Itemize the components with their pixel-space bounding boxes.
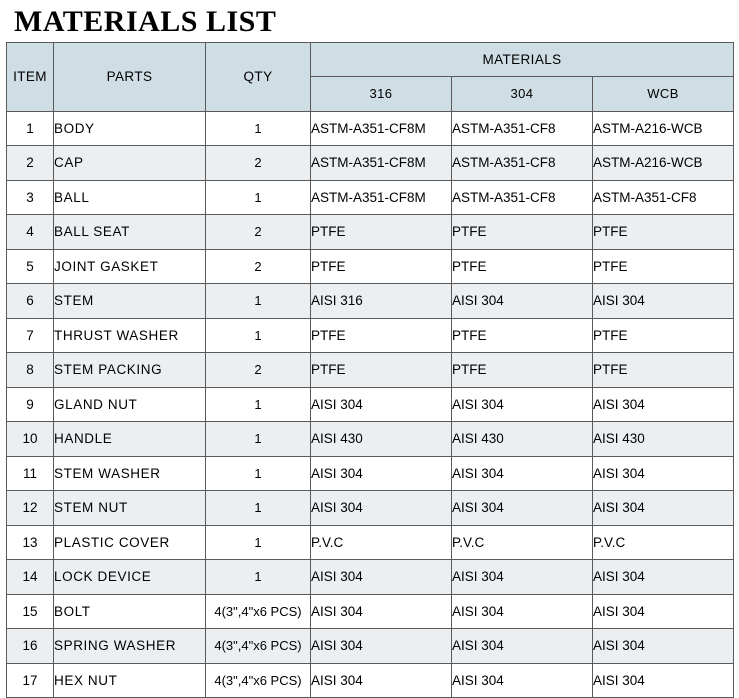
cell-qty: 1 xyxy=(206,180,311,215)
cell-material-wcb: AISI 304 xyxy=(593,629,734,664)
cell-material-304: PTFE xyxy=(452,318,593,353)
cell-part: HEX NUT xyxy=(54,663,206,698)
cell-material-316: PTFE xyxy=(311,215,452,250)
cell-material-316: PTFE xyxy=(311,318,452,353)
column-header-item: ITEM xyxy=(7,42,54,111)
cell-material-wcb: AISI 304 xyxy=(593,560,734,595)
cell-qty: 2 xyxy=(206,353,311,388)
cell-material-304: AISI 430 xyxy=(452,422,593,457)
cell-material-316: AISI 304 xyxy=(311,629,452,664)
cell-item: 14 xyxy=(7,560,54,595)
cell-item: 9 xyxy=(7,387,54,422)
cell-qty: 1 xyxy=(206,456,311,491)
table-row xyxy=(7,318,734,353)
table-row xyxy=(7,560,734,595)
cell-material-304: PTFE xyxy=(452,249,593,284)
cell-material-316: AISI 430 xyxy=(311,422,452,457)
header-row-primary xyxy=(7,42,734,77)
cell-material-wcb: AISI 304 xyxy=(593,594,734,629)
table-row xyxy=(7,284,734,319)
cell-material-wcb: PTFE xyxy=(593,249,734,284)
column-header-grade-304: 304 xyxy=(452,77,593,112)
table-row xyxy=(7,491,734,526)
table-body xyxy=(7,111,734,698)
cell-material-wcb: ASTM-A351-CF8 xyxy=(593,180,734,215)
cell-item: 6 xyxy=(7,284,54,319)
cell-material-316: AISI 316 xyxy=(311,284,452,319)
cell-qty: 4(3",4"x6 PCS) xyxy=(206,594,311,629)
cell-material-316: ASTM-A351-CF8M xyxy=(311,111,452,146)
cell-part: JOINT GASKET xyxy=(54,249,206,284)
cell-qty: 4(3",4"x6 PCS) xyxy=(206,663,311,698)
cell-material-304: ASTM-A351-CF8 xyxy=(452,111,593,146)
column-header-grade-wcb: WCB xyxy=(593,77,734,112)
table-row xyxy=(7,525,734,560)
cell-item: 13 xyxy=(7,525,54,560)
column-header-parts: PARTS xyxy=(54,42,206,111)
cell-material-304: AISI 304 xyxy=(452,629,593,664)
table-row xyxy=(7,249,734,284)
cell-qty: 1 xyxy=(206,284,311,319)
cell-material-304: AISI 304 xyxy=(452,284,593,319)
cell-part: BALL SEAT xyxy=(54,215,206,250)
cell-qty: 1 xyxy=(206,111,311,146)
cell-item: 10 xyxy=(7,422,54,457)
cell-material-wcb: AISI 304 xyxy=(593,491,734,526)
cell-material-304: AISI 304 xyxy=(452,491,593,526)
cell-material-wcb: AISI 304 xyxy=(593,456,734,491)
cell-qty: 1 xyxy=(206,318,311,353)
cell-item: 3 xyxy=(7,180,54,215)
table-row xyxy=(7,111,734,146)
cell-material-316: AISI 304 xyxy=(311,663,452,698)
cell-item: 1 xyxy=(7,111,54,146)
cell-material-wcb: AISI 430 xyxy=(593,422,734,457)
cell-part: STEM PACKING xyxy=(54,353,206,388)
cell-material-316: AISI 304 xyxy=(311,594,452,629)
cell-item: 15 xyxy=(7,594,54,629)
cell-material-wcb: PTFE xyxy=(593,215,734,250)
table-row xyxy=(7,146,734,181)
cell-material-304: PTFE xyxy=(452,215,593,250)
cell-material-316: ASTM-A351-CF8M xyxy=(311,146,452,181)
cell-material-304: P.V.C xyxy=(452,525,593,560)
table-row xyxy=(7,422,734,457)
cell-material-316: AISI 304 xyxy=(311,456,452,491)
cell-qty: 1 xyxy=(206,525,311,560)
cell-qty: 2 xyxy=(206,249,311,284)
cell-item: 5 xyxy=(7,249,54,284)
cell-part: PLASTIC COVER xyxy=(54,525,206,560)
cell-qty: 4(3",4"x6 PCS) xyxy=(206,629,311,664)
cell-material-304: AISI 304 xyxy=(452,663,593,698)
table-row xyxy=(7,387,734,422)
cell-material-316: ASTM-A351-CF8M xyxy=(311,180,452,215)
cell-material-wcb: ASTM-A216-WCB xyxy=(593,146,734,181)
cell-material-316: P.V.C xyxy=(311,525,452,560)
column-header-materials: MATERIALS xyxy=(311,42,734,77)
cell-part: STEM WASHER xyxy=(54,456,206,491)
cell-qty: 1 xyxy=(206,387,311,422)
cell-material-304: AISI 304 xyxy=(452,387,593,422)
cell-material-304: ASTM-A351-CF8 xyxy=(452,180,593,215)
cell-material-304: AISI 304 xyxy=(452,560,593,595)
cell-qty: 1 xyxy=(206,560,311,595)
cell-material-wcb: P.V.C xyxy=(593,525,734,560)
materials-table xyxy=(6,42,734,698)
cell-material-316: PTFE xyxy=(311,353,452,388)
table-row xyxy=(7,215,734,250)
cell-part: GLAND NUT xyxy=(54,387,206,422)
cell-material-304: AISI 304 xyxy=(452,456,593,491)
cell-item: 12 xyxy=(7,491,54,526)
cell-part: SPRING WASHER xyxy=(54,629,206,664)
cell-qty: 1 xyxy=(206,422,311,457)
cell-item: 16 xyxy=(7,629,54,664)
column-header-qty: QTY xyxy=(206,42,311,111)
table-row xyxy=(7,180,734,215)
cell-material-wcb: PTFE xyxy=(593,353,734,388)
cell-material-304: PTFE xyxy=(452,353,593,388)
cell-qty: 1 xyxy=(206,491,311,526)
cell-material-wcb: PTFE xyxy=(593,318,734,353)
table-row xyxy=(7,594,734,629)
cell-material-304: AISI 304 xyxy=(452,594,593,629)
cell-item: 7 xyxy=(7,318,54,353)
cell-qty: 2 xyxy=(206,215,311,250)
cell-material-316: AISI 304 xyxy=(311,387,452,422)
cell-item: 2 xyxy=(7,146,54,181)
cell-material-316: PTFE xyxy=(311,249,452,284)
cell-material-wcb: ASTM-A216-WCB xyxy=(593,111,734,146)
cell-material-316: AISI 304 xyxy=(311,491,452,526)
cell-part: STEM xyxy=(54,284,206,319)
cell-qty: 2 xyxy=(206,146,311,181)
cell-material-wcb: AISI 304 xyxy=(593,387,734,422)
cell-part: HANDLE xyxy=(54,422,206,457)
cell-material-304: ASTM-A351-CF8 xyxy=(452,146,593,181)
cell-part: BALL xyxy=(54,180,206,215)
column-header-grade-316: 316 xyxy=(311,77,452,112)
cell-part: BOLT xyxy=(54,594,206,629)
cell-item: 8 xyxy=(7,353,54,388)
table-row xyxy=(7,629,734,664)
cell-part: STEM NUT xyxy=(54,491,206,526)
cell-material-wcb: AISI 304 xyxy=(593,663,734,698)
table-row xyxy=(7,663,734,698)
cell-material-316: AISI 304 xyxy=(311,560,452,595)
table-header xyxy=(7,42,734,111)
cell-item: 11 xyxy=(7,456,54,491)
page-title: MATERIALS LIST xyxy=(0,0,739,42)
cell-item: 4 xyxy=(7,215,54,250)
cell-part: THRUST WASHER xyxy=(54,318,206,353)
cell-item: 17 xyxy=(7,663,54,698)
table-row xyxy=(7,456,734,491)
table-row xyxy=(7,353,734,388)
cell-material-wcb: AISI 304 xyxy=(593,284,734,319)
cell-part: LOCK DEVICE xyxy=(54,560,206,595)
cell-part: CAP xyxy=(54,146,206,181)
cell-part: BODY xyxy=(54,111,206,146)
